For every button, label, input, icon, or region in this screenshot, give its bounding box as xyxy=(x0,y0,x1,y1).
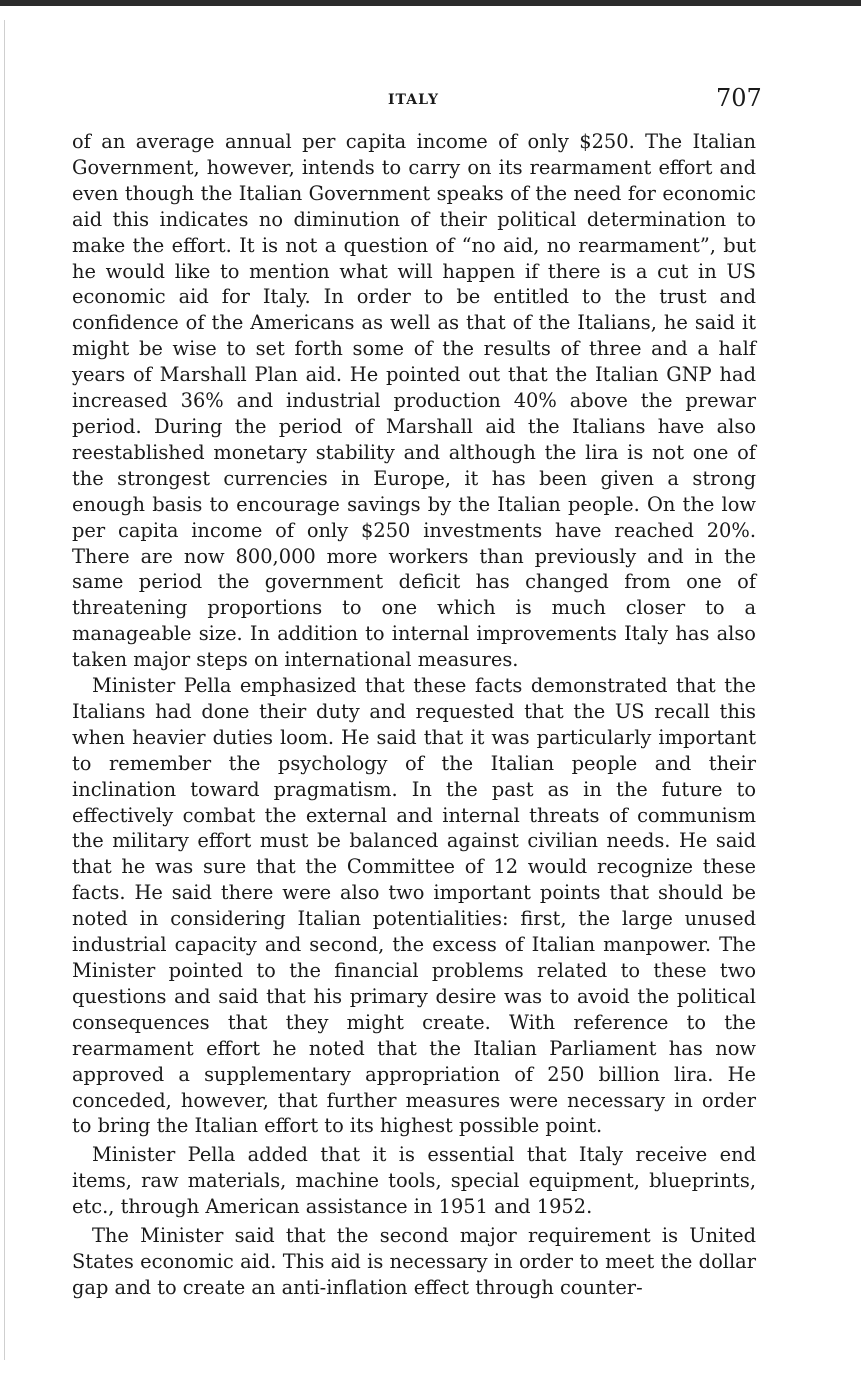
page-body xyxy=(72,129,756,1301)
paragraph-continued: of an average annual per capita income of only $250. The Italian Government, however, intends to carry on its rearmament effort and even though the Italian Government speaks of the need for economic aid this indicates no diminution of their political determination to make the effort. It is not a question of “no aid, no rearmament”, but he would like to mention what will happen if there is a cut in US economic aid for Italy. In order to be entitled to the trust and confidence of the Americans as well as that of the Italians, he said it might be wise to set forth some of the results of three and a half years of Marshall Plan aid. He pointed out that the Italian GNP had increased 36% and industrial production 40% above the prewar period. During the period of Marshall aid the Italians have also reestablished monetary stability and although the lira is not one of the strongest currencies in Europe, it has been given a strong enough basis to encourage savings by the Italian people. On the low per capita income of only $250 investments have reached 20%. There are now 800,000 more workers than previously and in the same period the government deficit has changed from one of threatening proportions to one which is much closer to a manageable size. In addition to internal improvements Italy has also taken major steps on international measures. xyxy=(72,130,756,672)
paragraph-pella-facts: Minister Pella emphasized that these facts demonstrated that the Italians had done their duty and requested that the US recall this when heavier duties loom. He said that it was particularly important to remember the psychology of the Italian people and their inclination toward pragmatism. In the past as in the future to effectively combat the external and internal threats of communism the military effort must be balanced against civilian needs. He said that he was sure that the Committee of 12 would recognize these facts. He said there were also two important points that should be noted in considering Italian potentialities: first, the large unused industrial capacity and second, the excess of Italian manpower. The Minister pointed to the financial problems related to these two questions and said that his primary desire was to avoid the political consequences that they might create. With reference to the rearmament effort he noted that the Italian Parliament has now approved a supplementary appropriation of 250 billion lira. He conceded, however, that further measures were necessary in order to bring the Italian effort to its highest possible point. xyxy=(72,674,756,1138)
paragraph-pella-items: Minister Pella added that it is essential that Italy receive end items, raw materials, machine tools, special equipment, blueprints, etc., through American assistance in 1951 and 1952. xyxy=(72,1143,756,1219)
running-head xyxy=(0,84,861,114)
top-border-rule xyxy=(0,0,861,6)
section-title: ITALY xyxy=(388,92,440,108)
paragraph-economic-aid: The Minister said that the second major requirement is United States economic aid. This aid is necessary in order to meet the dollar gap and to create an anti-inflation effect through counter- xyxy=(72,1224,756,1299)
page-edge-line xyxy=(4,20,5,1360)
page-number: 707 xyxy=(716,84,762,112)
